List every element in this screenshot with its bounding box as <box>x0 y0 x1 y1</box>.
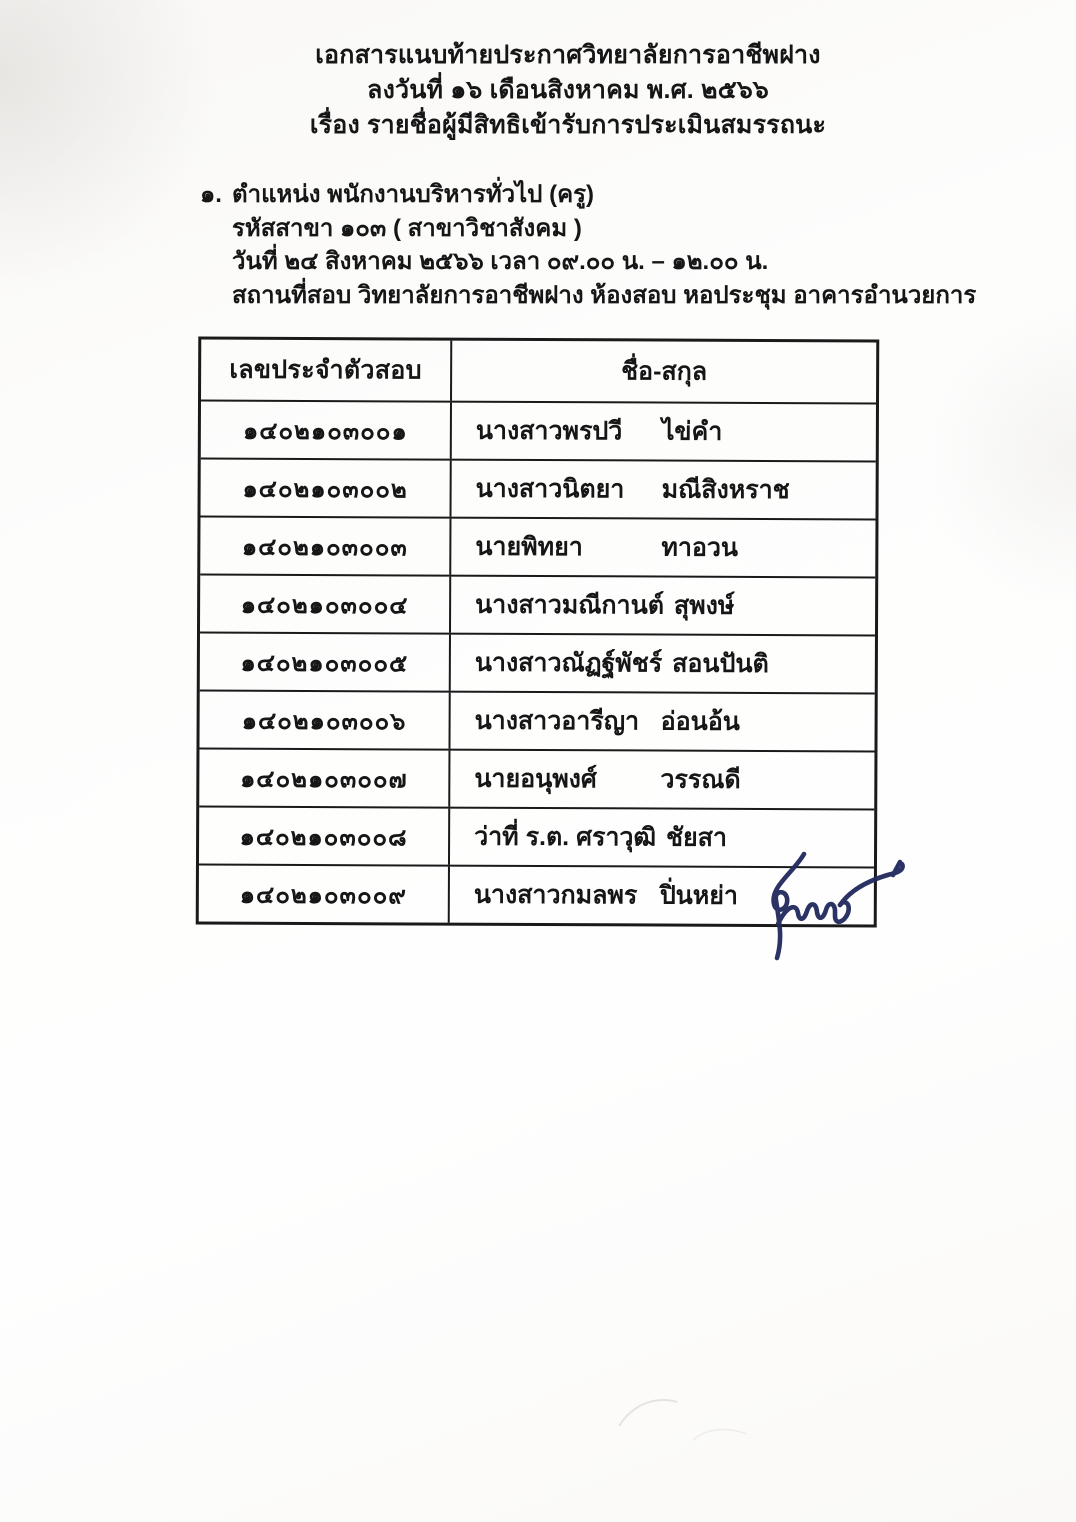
title-line-1: เอกสารแนบท้ายประกาศวิทยาลัยการอาชีพฝาง <box>315 41 821 69</box>
candidate-name <box>451 635 875 693</box>
table-row <box>200 574 875 635</box>
document-header <box>30 38 1076 143</box>
surname: ไข่คำ <box>661 417 723 446</box>
candidate-name <box>450 809 874 867</box>
position-text: ตำแหน่ง พนักงานบริหารทั่วไป (ครู) <box>232 181 595 208</box>
section-info <box>200 178 976 312</box>
candidate-name <box>450 867 874 925</box>
title-line-2: ลงวันที่ ๑๖ เดือนสิงหาคม พ.ศ. ๒๕๖๖ <box>367 76 769 104</box>
exam-id: ๑๔๐๒๑๐๓๐๐๑ <box>201 402 452 459</box>
title-line-3: เรื่อง รายชื่อผู้มีสิทธิเข้ารับการประเมินสมรรถนะ <box>309 111 827 139</box>
given-name: นางสาวณัฏฐ์พัชร์ <box>474 648 663 678</box>
given-name: นายอนุพงศ์ <box>474 764 597 794</box>
table-row <box>201 458 876 519</box>
surname: สอนปันติ <box>672 649 769 679</box>
exam-id: ๑๔๐๒๑๐๓๐๐๖ <box>199 692 450 749</box>
exam-id: ๑๔๐๒๑๐๓๐๐๒ <box>201 460 452 517</box>
table-row <box>200 516 875 577</box>
section-number: ๑. <box>200 181 222 208</box>
exam-id: ๑๔๐๒๑๐๓๐๐๙ <box>199 866 450 923</box>
surname: มณีสิงหราช <box>661 475 790 505</box>
table-row <box>199 864 874 925</box>
given-name: ว่าที่ ร.ต. ศราวุฒิ <box>474 822 657 852</box>
exam-id: ๑๔๐๒๑๐๓๐๐๓ <box>200 518 451 575</box>
given-name: นางสาวกมลพร <box>473 880 638 910</box>
surname: วรรณดี <box>660 765 741 794</box>
surname: ชัยสา <box>666 823 728 852</box>
candidates-table <box>196 337 880 928</box>
table-row <box>200 632 875 693</box>
surname: ปิ่นหย่า <box>659 881 739 910</box>
exam-id: ๑๔๐๒๑๐๓๐๐๕ <box>200 634 451 691</box>
surname: สุพงษ์ <box>673 591 735 620</box>
exam-id: ๑๔๐๒๑๐๓๐๐๗ <box>199 750 450 807</box>
given-name: นางสาวอารีญา <box>474 706 640 736</box>
candidate-name <box>450 693 874 751</box>
table-row <box>201 400 876 461</box>
given-name: นางสาวมณีกานต์ <box>475 590 665 620</box>
paper-crease-mark <box>615 1392 685 1432</box>
table-row <box>199 748 874 809</box>
venue-line: สถานที่สอบ วิทยาลัยการอาชีพฝาง ห้องสอบ หอประชุม อาคารอำนวยการ <box>232 281 977 309</box>
paper-crease-mark <box>690 1420 750 1446</box>
table-row <box>199 806 874 867</box>
candidate-name <box>452 461 876 519</box>
given-name: นายพิทยา <box>475 532 583 562</box>
header-exam-id: เลขประจำตัวสอบ <box>201 340 452 401</box>
given-name: นางสาวพรปวี <box>475 416 623 446</box>
table-row <box>199 690 874 751</box>
exam-id: ๑๔๐๒๑๐๓๐๐๔ <box>200 576 451 633</box>
header-full-name: ชื่อ-สกุล <box>621 357 708 386</box>
candidate-name <box>450 751 874 809</box>
given-name: นางสาวนิตยา <box>475 474 625 504</box>
candidate-name <box>452 403 876 461</box>
candidate-name <box>451 519 875 577</box>
table-header-row <box>201 340 876 403</box>
position-line <box>200 178 976 212</box>
surname: ทาอวน <box>661 533 739 562</box>
datetime-line: วันที่ ๒๔ สิงหาคม ๒๕๖๖ เวลา ๐๙.๐๐ น. – ๑๒.๐๐ น. <box>232 248 769 275</box>
surname: อ่อนอ้น <box>660 707 740 736</box>
branch-line: รหัสสาขา ๑๐๓ ( สาขาวิชาสังคม ) <box>232 214 582 242</box>
candidate-name <box>451 577 875 635</box>
exam-id: ๑๔๐๒๑๐๓๐๐๘ <box>199 808 450 865</box>
